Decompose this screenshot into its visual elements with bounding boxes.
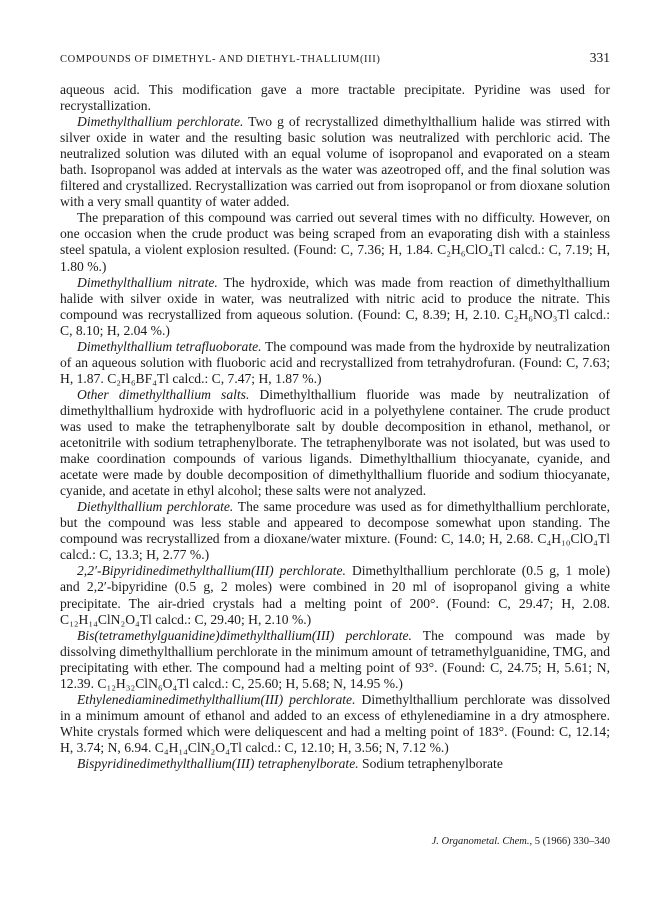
page-header — [60, 50, 610, 70]
running-head: COMPOUNDS OF DIMETHYL- AND DIETHYL-THALLIUM(III) — [60, 54, 381, 65]
paragraph — [60, 114, 610, 210]
article-body — [60, 82, 610, 772]
paragraph-heading: Ethylenediaminedimethylthallium(III) perchlorate. — [77, 691, 356, 707]
paragraph-heading: Other dimethylthallium salts. — [77, 386, 250, 402]
paragraph-text: Two g of recrystallized dimethylthallium halide was stirred with silver oxide in water and the resulting basic solution was neutralized with perchloric acid. The neutralized solution was diluted with an equal volume of isopropanol and evaporated on a steam bath. Isopropanol was added at intervals as the water was azeotroped off, and the final solution was filtered and crystallized. Recrystallization was carried out from isopropanol or from dioxane solution with a very small quantity of water added. — [60, 114, 610, 210]
paragraph-heading: Dimethylthallium nitrate. — [77, 274, 218, 290]
paragraph — [60, 563, 610, 627]
paragraph-heading: Bispyridinedimethylthallium(III) tetraphenylborate. — [77, 755, 359, 771]
page-number: 331 — [589, 50, 610, 65]
paragraph — [60, 499, 610, 563]
paragraph-heading: Dimethylthallium perchlorate. — [77, 114, 244, 130]
paragraph — [60, 339, 610, 387]
paragraph-text: Dimethylthallium perchlorate (0.5 g, 1 mole) and 2,2′-bipyridine (0.5 g, 2 moles) were combined in 20 ml of isopropanol giving a white precipitate. The air-dried crystals had a melting point of 200°. (Found: C, 29.47; H, 2.08. C₁₂H₁₄ClN₂O₄Tl calcd.: C, 29.40; H, 2.10 %.) — [60, 563, 610, 627]
journal-name: J. Organometal. Chem. — [431, 836, 530, 847]
paragraph — [60, 275, 610, 339]
paragraph — [60, 692, 610, 756]
paragraph-text: The compound was made from the hydroxide by neutralization of an aqueous solution with fluoboric acid and recrystallized from tetrahydrofuran. (Found: C, 7.63; H, 1.87. C₂H₆BF₄Tl calcd.: C, 7.47; H, 1.87 %.) — [60, 338, 610, 386]
paragraph-heading: Bis(tetramethylguanidine)dimethylthallium(III) perchlorate. — [77, 627, 412, 643]
paragraph-heading: Diethylthallium perchlorate. — [77, 499, 234, 515]
paragraph-text: Dimethylthallium fluoride was made by neutralization of dimethylthallium hydroxide with hydrofluoric acid in a polyethylene container. The crude product was used to make the tetraphenylborate salt by double decomposition in ethanol, methanol, or acetonitrile with sodium tetraphenylborate. The tetraphenylborate was not isolated, but was used to make coordination compounds of various ligands. Dimethylthallium thiocyanate, cyanide, and acetate were made by double decomposition of dimethylthallium fluoride and sodium thiocyanate, cyanide, and acetate in ethyl alcohol; these salts were not analyzed. — [60, 386, 610, 499]
paragraph-text: The preparation of this compound was carried out several times with no difficulty. However, on one occasion when the crude product was being scraped from an evaporating dish with a stainless steel spatula, a violent explosion resulted. (Found: C, 7.36; H, 1.84. C₂H₆ClO₄Tl calcd.: C, 7.19; H, 1.80 %.) — [60, 210, 610, 274]
paragraph — [60, 387, 610, 499]
paragraph-heading: 2,2′-Bipyridinedimethylthallium(III) perchlorate. — [77, 563, 346, 579]
paragraph — [60, 210, 610, 274]
paragraph-text: The hydroxide, which was made from reaction of dimethylthallium halide with silver oxide in water, was neutralized with nitric acid to produce the nitrate. This compound was recrystallized from aqueous solution. (Found: C, 8.39; H, 2.10. C₂H₆NO₃Tl calcd.: C, 8.10; H, 2.04 %.) — [60, 274, 610, 338]
paragraph-text: aqueous acid. This modification gave a more tractable precipitate. Pyridine was used for recrystallization. — [60, 82, 610, 114]
paragraph-text: Sodium tetraphenylborate — [358, 755, 503, 771]
paragraph — [60, 82, 610, 114]
journal-citation: , 5 (1966) 330–340 — [529, 836, 610, 847]
paragraph — [60, 756, 610, 772]
paragraph-text: The compound was made by dissolving dimethylthallium perchlorate in the minimum amount of tetramethylguanidine, TMG, and precipitating with ether. The compound had a melting point of 93°. (Found: C, 24.75; H, 5.61; N, 12.39. C₁₂H₃₂ClN₆O₄Tl calcd.: C, 25.60; H, 5.68; N, 14.95 %.) — [60, 627, 610, 691]
page-footer — [432, 836, 610, 847]
paragraph-heading: Dimethylthallium tetrafluoborate. — [77, 338, 262, 354]
paragraph — [60, 628, 610, 692]
paragraph-text: The same procedure was used as for dimethylthallium perchlorate, but the compound was less stable and appeared to decompose somewhat upon standing. The compound was recrystallized from a dioxane/water mixture. (Found: C, 14.0; H, 2.68. C₄H₁₀ClO₄Tl calcd.: C, 13.3; H, 2.77 %.) — [60, 499, 610, 563]
paragraph-text: Dimethylthallium perchlorate was dissolved in a minimum amount of ethanol and added to an excess of ethylenediamine in a dry atmosphere. White crystals formed which were deliquescent and had a melting point of 183°. (Found: C, 12.14; H, 3.74; N, 6.94. C₄H₁₄ClN₂O₄Tl calcd.: C, 12.10; H, 3.56; N, 7.12 %.) — [60, 691, 610, 755]
